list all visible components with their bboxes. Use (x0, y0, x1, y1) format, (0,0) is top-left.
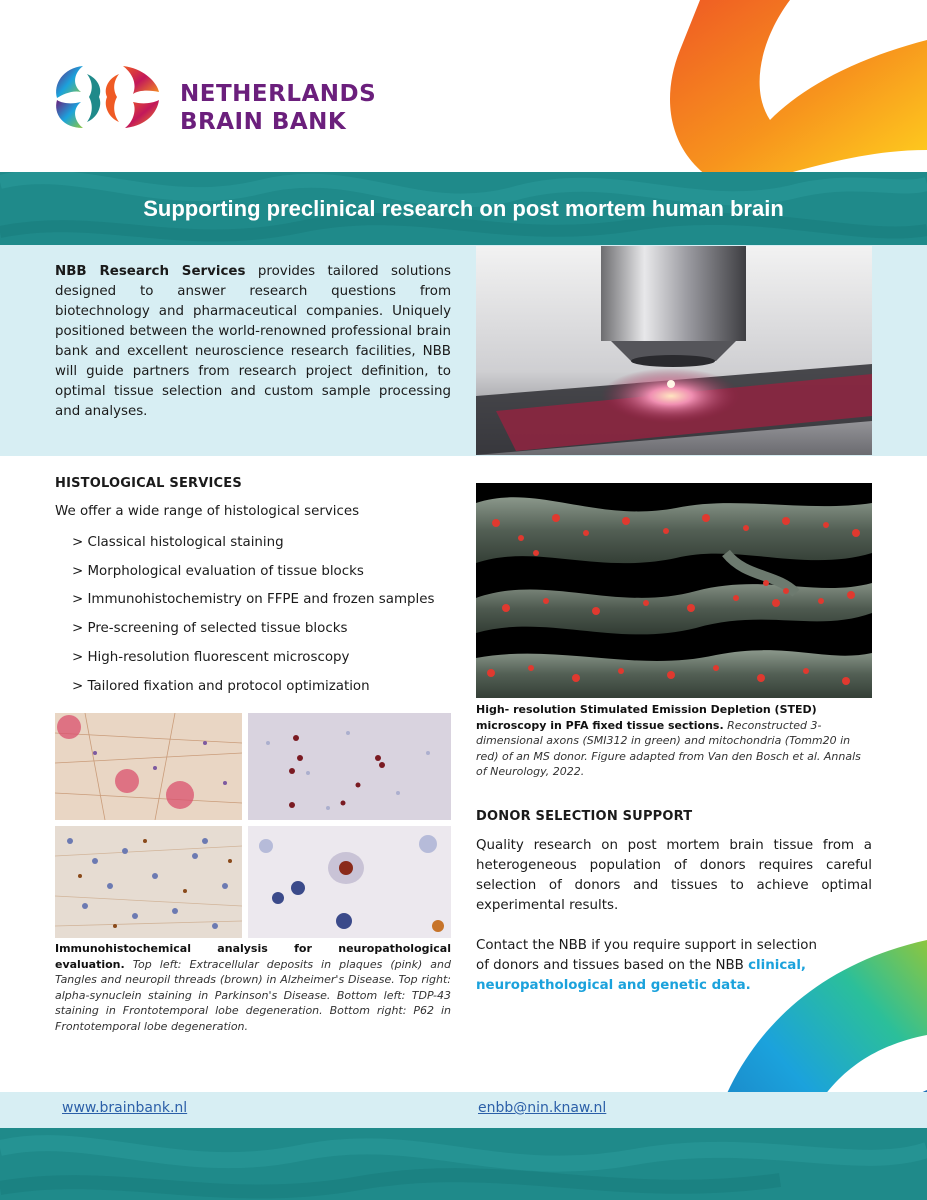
brand-line-2: BRAIN BANK (180, 109, 347, 135)
donor-data-link-1[interactable]: clinical, (748, 958, 807, 973)
website-link[interactable]: www.brainbank.nl (62, 1100, 188, 1116)
brand-line-1: NETHERLANDS (180, 81, 377, 107)
intro-lead: NBB Research Services (55, 264, 246, 279)
donor-heading: DONOR SELECTION SUPPORT (476, 809, 693, 824)
decorative-swoosh-top (650, 0, 927, 178)
histology-intro: We offer a wide range of histological services (55, 504, 360, 519)
list-item: > Morphological evaluation of tissue blocks (72, 563, 364, 579)
ihc-image-bottom-left (55, 826, 242, 938)
ihc-caption-title: Immunohistochemical analysis for neuropathological evaluation. (55, 942, 451, 971)
donor-contact-text: of donors and tissues based on the NBB (476, 958, 749, 973)
page-title: Supporting preclinical research on post mortem human brain (143, 196, 784, 221)
list-item: > Pre-screening of selected tissue blocks (72, 621, 348, 637)
brain-bank-logo (53, 64, 165, 130)
list-item: > Tailored fixation and protocol optimization (72, 678, 370, 694)
list-item: > Immunohistochemistry on FFPE and frozen samples (72, 592, 435, 608)
footer-texture (0, 1128, 927, 1200)
intro-body: provides tailored solutions designed to answer research questions from biotechnology and pharmaceutical companies. Uniquely positioned between the world-renowned professional brain bank and excellent neuroscience research facilities, NBB will guide partners from research project definition, to optimal tissue selection and custom sample processing and analyses. (55, 264, 451, 419)
sted-caption-title: High- resolution Stimulated Emission Depletion (STED) microscopy in PFA fixed tissue sections. (476, 703, 817, 732)
ihc-image-top-right (248, 713, 451, 820)
services-list (72, 529, 434, 701)
ihc-image-top-left (55, 713, 242, 820)
donor-paragraph: Quality research on post mortem brain tissue from a heterogeneous population of donors requires careful selection of donors and tissues to achieve optimal experimental results. (476, 838, 872, 913)
email-link[interactable]: enbb@nin.knaw.nl (478, 1100, 607, 1116)
donor-contact-line-1: Contact the NBB if you require support in selection (476, 938, 817, 953)
list-item: > Classical histological staining (72, 535, 284, 550)
footer-pattern (0, 1128, 927, 1200)
sted-microscopy-image (476, 483, 872, 698)
list-item: > High-resolution fluorescent microscopy (72, 649, 350, 665)
histology-heading: HISTOLOGICAL SERVICES (55, 476, 242, 491)
intro-paragraph (55, 262, 451, 422)
microscope-photo (476, 246, 872, 455)
title-banner (0, 172, 927, 245)
donor-data-link-2[interactable]: neuropathological and genetic data. (476, 978, 751, 993)
sted-caption-body: Reconstructed 3-dimensional axons (SMI312 in green) and mitochondria (Tomm20 in red) of an MS donor. Figure adapted from Van den Bosch et al. Annals of Neurology, 2022. (476, 718, 861, 778)
ihc-caption-body: Top left: Extracellular deposits in plaques (pink) and Tangles and neuropil threads (brown) in Alzheimer's Disease. Top right: alpha-synuclein staining in Parkinson's Disease. Bottom left: TDP-43 staining in Frontotemporal lobe degeneration. Bottom right: P62 in Frontotemporal lobe degeneration. (55, 957, 451, 1033)
ihc-image-bottom-right (248, 826, 451, 938)
brand-name (180, 80, 376, 136)
sted-caption (476, 702, 872, 780)
ihc-caption (55, 941, 451, 1034)
